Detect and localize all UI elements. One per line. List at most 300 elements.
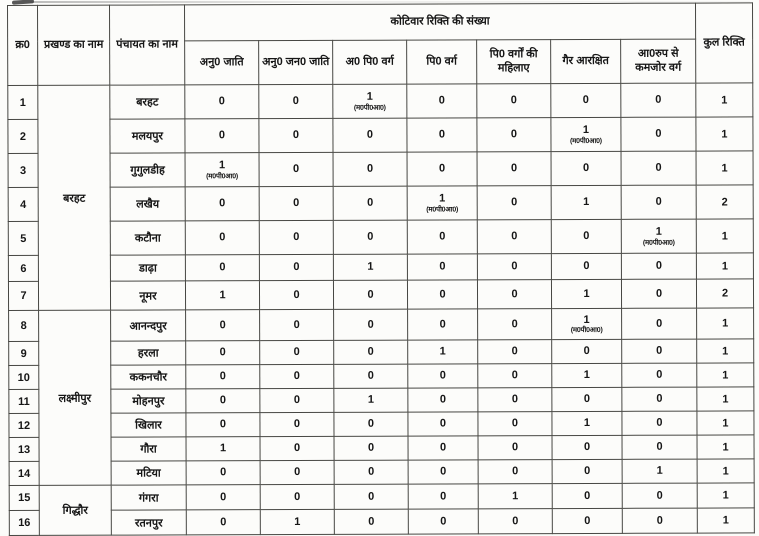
- vacancy-cell: [260, 340, 334, 364]
- total-vacancy-cell: 1: [697, 411, 754, 435]
- table-row: [9, 387, 754, 414]
- vacancy-value: 0: [656, 489, 663, 502]
- panchayat-name-cell: नूमर: [110, 281, 185, 310]
- vacancy-cell: [622, 411, 697, 435]
- vacancy-value: 0: [656, 345, 663, 358]
- vacancy-cell: [186, 389, 260, 413]
- vacancy-cell: [552, 387, 622, 411]
- vacancy-cell: [622, 435, 697, 459]
- vacancy-value: 0: [511, 196, 518, 209]
- vacancy-cell: [477, 84, 551, 118]
- vacancy-value: 0: [220, 516, 227, 529]
- vacancy-value: 0: [219, 261, 226, 274]
- vacancy-cell: [333, 118, 407, 152]
- vacancy-value: 0: [655, 128, 662, 141]
- table-row: [9, 435, 754, 462]
- vacancy-value: 0: [293, 261, 300, 274]
- vacancy-value: 0: [440, 490, 447, 503]
- vacancy-cell: [186, 413, 260, 437]
- vacancy-cell: [477, 118, 551, 152]
- vacancy-cell: [408, 364, 478, 388]
- vacancy-value: 0: [510, 94, 517, 107]
- vacancy-value: 0: [583, 230, 590, 243]
- serial-cell: 9: [9, 341, 39, 365]
- vacancy-value: 0: [368, 515, 375, 528]
- serial-cell: 1: [8, 85, 38, 119]
- table-row: [9, 508, 754, 536]
- vacancy-cell: [552, 339, 622, 363]
- vacancy-value: 0: [655, 260, 662, 273]
- serial-cell: 4: [8, 187, 38, 221]
- vacancy-value: 0: [293, 346, 300, 359]
- vacancy-value: 0: [220, 491, 227, 504]
- vacancy-cell: [622, 459, 697, 483]
- vacancy-cell: [186, 461, 260, 485]
- vacancy-cell: [333, 186, 407, 220]
- total-vacancy-cell: 1: [697, 435, 754, 459]
- table-row: [9, 459, 754, 486]
- vacancy-cell: [551, 83, 621, 117]
- vacancy-value: 0: [293, 231, 300, 244]
- vacancy-cell: [621, 279, 696, 308]
- panchayat-name-cell: रतनपुर: [111, 510, 186, 535]
- vacancy-value: 0: [511, 441, 519, 454]
- vacancy-value: 1: [367, 394, 374, 407]
- vacancy-value: 0: [367, 370, 374, 383]
- vacancy-cell: [259, 84, 333, 118]
- vacancy-value: 0: [367, 231, 374, 244]
- header-cat-unreserved: गैर आरक्षित: [551, 39, 621, 83]
- header-panchayat-name: पंचायत का नाम: [110, 5, 185, 85]
- table-row: [8, 151, 753, 188]
- vacancy-value: 0: [219, 319, 226, 332]
- table-row: [8, 219, 753, 256]
- vacancy-cell: [552, 483, 622, 508]
- vacancy-value: 0: [367, 442, 375, 455]
- table-row: [9, 483, 754, 511]
- serial-cell: 6: [8, 255, 38, 281]
- vacancy-cell: [185, 85, 259, 119]
- header-cat-ebc: अ0 पि0 वर्ग: [333, 40, 407, 84]
- reservation-note: (म0पी0आ0): [353, 104, 386, 112]
- vacancy-value: 0: [439, 441, 447, 454]
- vacancy-value: 0: [367, 288, 374, 301]
- table-row: [9, 411, 754, 438]
- vacancy-value: 0: [584, 465, 591, 478]
- panchayat-name-cell: खिलार: [111, 413, 186, 437]
- vacancy-value: 0: [583, 393, 590, 406]
- vacancy-cell: [477, 280, 551, 309]
- vacancy-cell: [259, 220, 333, 254]
- block-name-cell: गिद्धौर: [39, 485, 111, 535]
- vacancy-value: 0: [656, 441, 663, 454]
- vacancy-value: 0: [293, 318, 300, 331]
- vacancy-cell: [477, 254, 551, 280]
- vacancy-value: 0: [438, 128, 446, 141]
- total-vacancy-cell: 1: [697, 387, 754, 411]
- serial-cell: 13: [9, 437, 39, 461]
- vacancy-cell: [478, 340, 552, 364]
- vacancy-cell: [185, 119, 259, 153]
- vacancy-value: 1: [294, 515, 301, 528]
- vacancy-cell: [334, 436, 408, 460]
- vacancy-value: 0: [656, 317, 663, 330]
- vacancy-cell: [551, 151, 621, 185]
- vacancy-value: 0: [367, 346, 374, 359]
- serial-cell: 15: [9, 485, 39, 510]
- vacancy-cell: [552, 435, 622, 459]
- table-row: [8, 185, 753, 222]
- vacancy-cell: [333, 254, 407, 280]
- vacancy-value: 0: [584, 489, 591, 502]
- total-vacancy-cell: 1: [697, 483, 754, 508]
- vacancy-value: 0: [439, 230, 446, 243]
- vacancy-value: 0: [439, 369, 446, 382]
- vacancy-cell: [621, 151, 696, 185]
- vacancy-value: 0: [656, 514, 663, 527]
- reservation-note: (म0पी0आ0): [570, 326, 603, 335]
- vacancy-value: 0: [293, 288, 300, 301]
- vacancy-cell: [478, 509, 552, 534]
- vacancy-cell: [621, 253, 696, 279]
- vacancy-cell: [260, 484, 334, 509]
- total-vacancy-cell: 1: [697, 308, 754, 339]
- vacancy-cell: [333, 280, 407, 309]
- total-vacancy-cell: 1: [697, 459, 754, 483]
- vacancy-value: 0: [656, 393, 663, 406]
- vacancy-value: 0: [294, 490, 301, 503]
- vacancy-value: 0: [293, 442, 301, 455]
- vacancy-cell: [185, 255, 259, 281]
- panchayat-name-cell: मटिया: [111, 461, 186, 485]
- vacancy-cell: [334, 412, 408, 436]
- vacancy-cell: [334, 309, 408, 340]
- vacancy-value: 1: [583, 196, 590, 209]
- panchayat-name-cell: ककनचौर: [111, 365, 186, 389]
- serial-cell: 16: [9, 510, 39, 535]
- vacancy-cell: [260, 388, 334, 412]
- vacancy-cell: [477, 186, 551, 220]
- vacancy-cell: [621, 219, 696, 253]
- serial-cell: 8: [9, 310, 39, 341]
- panchayat-name-cell: मलयपुर: [110, 119, 185, 153]
- panchayat-name-cell: कटौना: [110, 221, 185, 255]
- vacancy-value: 1: [439, 345, 446, 358]
- vacancy-cell: [407, 152, 477, 186]
- vacancy-value: 0: [439, 318, 446, 331]
- vacancy-value: 0: [512, 465, 519, 478]
- total-vacancy-cell: 1: [696, 151, 753, 185]
- vacancy-cell: [622, 363, 697, 387]
- vacancy-value: 0: [438, 162, 446, 175]
- panchayat-name-cell: हरला: [111, 341, 186, 365]
- vacancy-cell: [334, 484, 408, 509]
- vacancy-value: 1: [655, 226, 662, 239]
- vacancy-cell: [259, 254, 333, 280]
- panchayat-name-cell: मोहनपुर: [111, 389, 186, 413]
- header-cat-bc-women: पि0 वर्गों की महिलाए: [477, 40, 551, 84]
- vacancy-value: 1: [583, 287, 590, 300]
- table-row: [8, 253, 753, 282]
- total-vacancy-cell: 1: [696, 117, 753, 151]
- vacancy-value: 1: [439, 192, 446, 205]
- vacancy-cell: [551, 279, 621, 308]
- vacancy-cell: [259, 186, 333, 220]
- panchayat-name-cell: गंगरा: [111, 485, 186, 510]
- vacancy-value: 0: [511, 288, 518, 301]
- vacancy-value: 0: [294, 466, 301, 479]
- vacancy-cell: [333, 84, 407, 118]
- panchayat-name-cell: आनन्दपुर: [111, 310, 186, 341]
- header-cat-bc: पि0 वर्ग: [407, 40, 477, 84]
- vacancy-value: 0: [219, 418, 227, 431]
- vacancy-value: 0: [293, 197, 300, 210]
- reservation-note: (म0पी0आ0): [426, 205, 459, 214]
- vacancy-value: 0: [368, 490, 375, 503]
- vacancy-value: 0: [655, 94, 662, 107]
- table-row: [8, 279, 753, 311]
- vacancy-value: 0: [583, 441, 591, 454]
- vacancy-value: 0: [511, 230, 518, 243]
- vacancy-cell: [334, 364, 408, 388]
- vacancy-cell: [408, 460, 478, 484]
- vacancy-value: 0: [219, 197, 226, 210]
- panchayat-name-cell: बरहट: [110, 85, 185, 119]
- header-row-1: [8, 3, 753, 42]
- vacancy-value: 0: [219, 394, 226, 407]
- vacancy-value: 1: [583, 369, 590, 382]
- vacancy-cell: [622, 339, 697, 363]
- vacancy-value: 1: [366, 91, 373, 104]
- vacancy-cell: [260, 412, 334, 436]
- vacancy-value: 0: [511, 417, 519, 430]
- vacancy-value: 0: [292, 163, 300, 176]
- serial-cell: 2: [8, 119, 38, 153]
- total-vacancy-cell: 1: [697, 508, 754, 533]
- vacancy-cell: [334, 340, 408, 364]
- vacancy-value: 1: [583, 313, 590, 326]
- vacancy-value: 0: [511, 260, 518, 273]
- vacancy-value: 0: [292, 129, 300, 142]
- vacancy-cell: [334, 388, 408, 412]
- vacancy-cell: [478, 436, 552, 460]
- vacancy-value: 0: [366, 129, 374, 142]
- panchayat-name-cell: गौरा: [111, 437, 186, 461]
- vacancy-value: 0: [655, 196, 662, 209]
- vacancy-cell: [334, 509, 408, 534]
- vacancy-value: 0: [584, 514, 591, 527]
- vacancy-cell: [260, 309, 334, 340]
- vacancy-value: 0: [438, 94, 445, 107]
- vacancy-value: 0: [293, 370, 300, 383]
- panchayat-name-cell: डाढ़ा: [110, 255, 185, 281]
- serial-cell: 12: [9, 413, 39, 437]
- vacancy-value: 0: [582, 162, 590, 175]
- vacancy-cell: [186, 365, 260, 389]
- vacancy-cell: [551, 117, 621, 151]
- vacancy-value: 0: [583, 260, 590, 273]
- total-vacancy-cell: 1: [696, 219, 753, 253]
- block-name-cell: लक्ष्मीपुर: [39, 310, 112, 485]
- serial-cell: 3: [8, 153, 38, 187]
- reservation-note: (म0पी0आ0): [206, 172, 239, 180]
- header-vacancy-group: कोटिवार रिक्ति की संख्या: [185, 3, 696, 41]
- vacancy-cell: [185, 187, 259, 221]
- vacancy-value: 0: [292, 95, 299, 108]
- vacancy-cell: [477, 220, 551, 254]
- vacancy-value: 0: [368, 466, 375, 479]
- vacancy-value: 1: [219, 289, 226, 302]
- vacancy-cell: [407, 84, 477, 118]
- vacancy-cell: [621, 83, 696, 117]
- vacancy-value: 0: [367, 197, 374, 210]
- vacancy-cell: [260, 509, 334, 534]
- vacancy-value: 1: [219, 442, 227, 455]
- vacancy-value: 0: [219, 346, 226, 359]
- vacancy-cell: [334, 460, 408, 484]
- table-row: [9, 308, 754, 342]
- vacancy-cell: [478, 484, 552, 509]
- total-vacancy-cell: 1: [696, 83, 753, 117]
- total-vacancy-cell: 1: [697, 339, 754, 363]
- vacancy-cell: [478, 460, 552, 484]
- block-name-cell: बरहट: [38, 85, 111, 310]
- vacancy-cell: [408, 412, 478, 436]
- vacancy-value: 0: [512, 515, 519, 528]
- vacancy-cell: [478, 364, 552, 388]
- vacancy-cell: [552, 308, 622, 339]
- header-block-name: प्रखण्ड का नाम: [38, 5, 110, 85]
- vacancy-value: 0: [440, 465, 447, 478]
- vacancy-cell: [407, 280, 477, 309]
- vacancy-cell: [552, 508, 622, 533]
- vacancy-table: [7, 2, 755, 536]
- vacancy-cell: [478, 388, 552, 412]
- panchayat-name-cell: लखैय: [110, 187, 185, 221]
- vacancy-cell: [407, 220, 477, 254]
- serial-cell: 10: [9, 365, 39, 389]
- vacancy-value: 1: [582, 124, 590, 137]
- vacancy-cell: [333, 152, 407, 186]
- vacancy-cell: [260, 364, 334, 388]
- header-cat-st: अनु0 जन0 जाति: [259, 40, 333, 84]
- vacancy-cell: [185, 281, 259, 310]
- serial-cell: 5: [8, 221, 38, 255]
- vacancy-value: 1: [583, 417, 591, 430]
- vacancy-value: 0: [655, 287, 663, 300]
- vacancy-value: 1: [218, 159, 226, 172]
- vacancy-value: 1: [367, 261, 374, 274]
- total-vacancy-cell: 1: [697, 363, 754, 387]
- vacancy-value: 0: [511, 369, 518, 382]
- vacancy-value: 0: [439, 288, 446, 301]
- vacancy-cell: [259, 118, 333, 152]
- vacancy-cell: [621, 117, 696, 151]
- vacancy-value: 0: [439, 393, 446, 406]
- vacancy-value: 0: [439, 417, 447, 430]
- vacancy-value: 0: [293, 394, 300, 407]
- vacancy-value: 0: [655, 162, 662, 175]
- vacancy-cell: [478, 309, 552, 340]
- vacancy-cell: [408, 484, 478, 509]
- vacancy-cell: [408, 436, 478, 460]
- vacancy-value: 0: [220, 466, 227, 479]
- reservation-note: (म0पी0आ0): [570, 137, 602, 145]
- vacancy-cell: [622, 483, 697, 508]
- table-row: [8, 117, 753, 154]
- vacancy-cell: [621, 185, 696, 219]
- vacancy-cell: [259, 152, 333, 186]
- total-vacancy-cell: 2: [696, 279, 753, 308]
- vacancy-cell: [260, 460, 334, 484]
- vacancy-value: 0: [582, 94, 589, 107]
- vacancy-cell: [186, 437, 260, 461]
- total-vacancy-cell: 1: [696, 253, 753, 279]
- serial-cell: 7: [8, 281, 38, 310]
- header-cat-ews: आ0रुप से कमजोर वर्ग: [621, 39, 696, 83]
- panchayat-name-cell: गुगुलडीह: [110, 153, 185, 187]
- vacancy-value: 0: [219, 370, 226, 383]
- vacancy-cell: [260, 436, 334, 460]
- vacancy-cell: [407, 254, 477, 280]
- total-vacancy-cell: 2: [696, 185, 753, 219]
- vacancy-cell: [408, 388, 478, 412]
- vacancy-cell: [407, 118, 477, 152]
- vacancy-value: 0: [293, 418, 301, 431]
- vacancy-cell: [186, 310, 260, 341]
- vacancy-value: 0: [367, 418, 375, 431]
- reservation-note: (म0पी0आ0): [642, 239, 675, 247]
- vacancy-value: 1: [512, 490, 519, 503]
- vacancy-cell: [551, 253, 621, 279]
- vacancy-cell: [551, 219, 621, 253]
- header-serial: क्र0: [8, 5, 38, 85]
- vacancy-value: 0: [439, 260, 446, 273]
- table-row: [9, 339, 754, 366]
- vacancy-cell: [186, 485, 260, 510]
- vacancy-value: 0: [511, 393, 518, 406]
- vacancy-value: 0: [510, 162, 518, 175]
- vacancy-cell: [552, 363, 622, 387]
- vacancy-value: 0: [510, 128, 518, 141]
- vacancy-value: 0: [218, 95, 225, 108]
- vacancy-cell: [185, 153, 259, 187]
- serial-cell: 11: [9, 389, 39, 413]
- vacancy-value: 0: [656, 417, 663, 430]
- vacancy-cell: [551, 185, 621, 219]
- vacancy-value: 0: [511, 345, 518, 358]
- vacancy-value: 0: [583, 345, 590, 358]
- vacancy-value: 0: [218, 129, 226, 142]
- vacancy-cell: [185, 221, 259, 255]
- vacancy-value: 0: [219, 231, 226, 244]
- vacancy-cell: [552, 411, 622, 435]
- header-cat-sc: अनु0 जाति: [185, 41, 259, 85]
- header-total-vacancy: कुल रिक्ति: [695, 3, 752, 83]
- vacancy-cell: [478, 412, 552, 436]
- table-row: [8, 83, 753, 120]
- vacancy-value: 0: [440, 515, 447, 528]
- serial-cell: 14: [9, 461, 39, 485]
- vacancy-value: 0: [656, 369, 663, 382]
- vacancy-value: 1: [656, 465, 663, 478]
- vacancy-cell: [552, 459, 622, 483]
- vacancy-cell: [259, 280, 333, 309]
- vacancy-value: 0: [367, 318, 374, 331]
- vacancy-cell: [407, 186, 477, 220]
- table-row: [9, 363, 754, 390]
- vacancy-cell: [408, 340, 478, 364]
